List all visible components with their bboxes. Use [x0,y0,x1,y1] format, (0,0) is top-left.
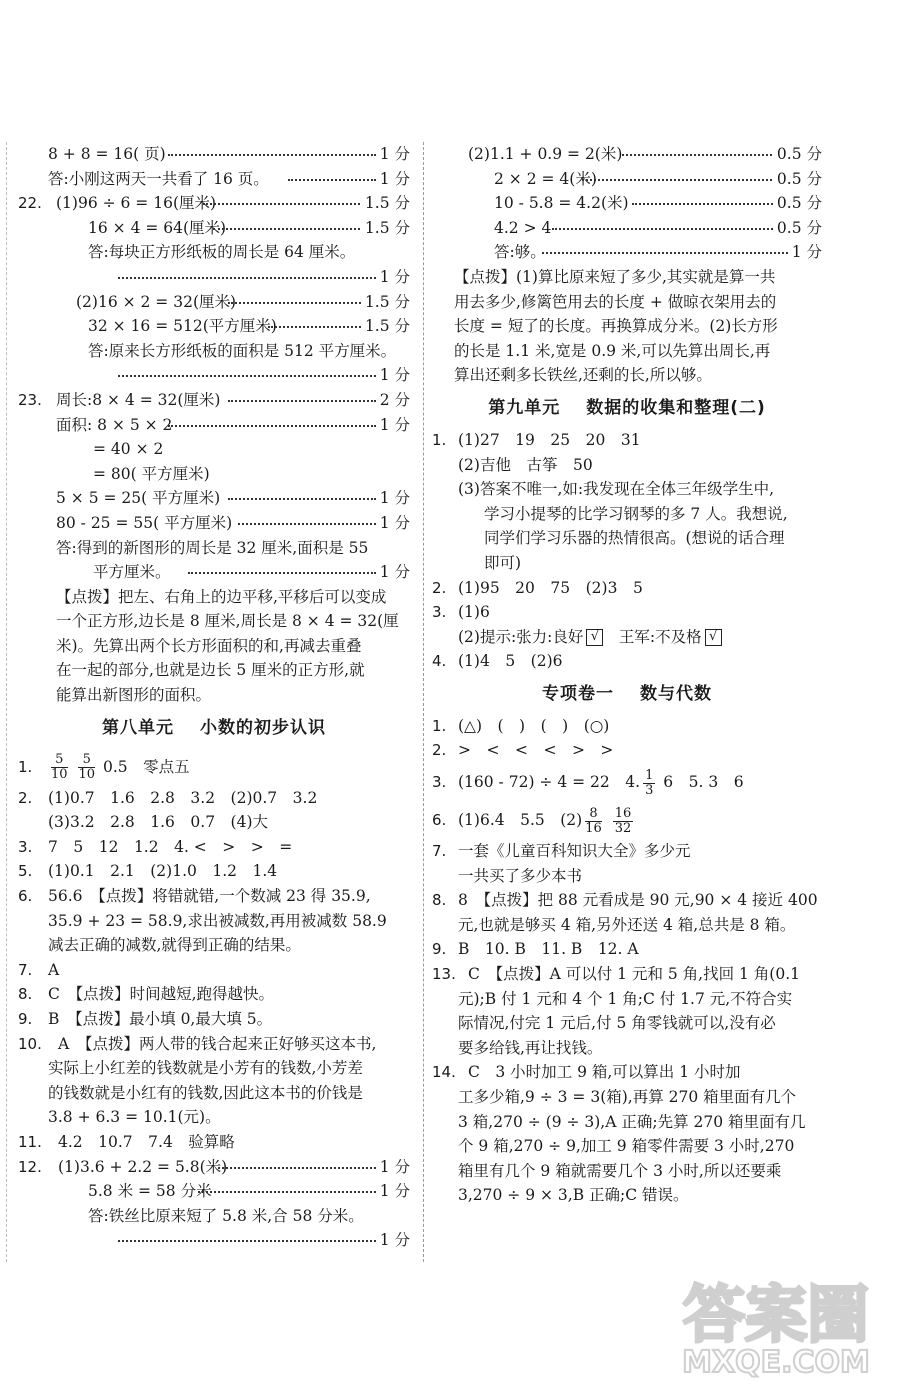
question-number: 1. [18,757,33,776]
answer-text: 8 【点拨】把 88 元看成是 90 元,90 × 4 接近 400 [458,891,818,910]
answer-line [432,1110,822,1135]
score-points: 1 分 [376,1155,410,1180]
answer-line [18,1007,410,1032]
fraction-denominator: 10 [51,767,68,783]
answer-text: 35.9 + 23 = 58.9,求出被减数,再用被减数 58.9 [48,911,387,930]
question-number: 9. [432,940,447,959]
answer-line [432,216,822,241]
score-points: 1.5 分 [361,191,410,216]
fraction [643,769,655,798]
answer-line [432,502,822,527]
answer-text: (3)3.2 2.8 1.6 0.7 (4)大 [48,813,269,832]
answer-text: 3,270 ÷ 9 × 3,B 正确;C 错误。 [458,1186,689,1205]
answer-line [432,738,822,763]
answer-text: 元);B 付 1 元和 4 个 1 角;C 付 1.7 元,不符合实 [458,989,793,1008]
answer-line [432,551,822,576]
score-points: 1 分 [376,265,410,290]
question-number: 8. [18,985,33,1004]
answer-text: = 40 × 2 [93,440,164,459]
score-points: 1 分 [376,511,410,536]
answer-text: A [48,960,60,979]
question-number: 7. [18,960,33,979]
answer-line [18,1130,410,1155]
fraction-denominator: 3 [645,782,654,798]
answer-text: 用去多少,修篱笆用去的长度 + 做晾衣架用去的 [454,292,777,311]
fraction-denominator: 16 [585,820,602,836]
question-number: 4. [432,652,447,671]
answer-text: > < < < > > [458,741,614,760]
answer-line [18,1155,410,1180]
question-number: 1. [432,716,447,735]
heading-title: 数与代数 [640,683,712,704]
answer-line [432,962,822,987]
question-number: 8. [432,891,447,910]
answer-text: A 【点拨】两人带的钱合起来正好够买这本书, [58,1034,377,1053]
answer-line [432,339,822,364]
answer-text: 同学们学习乐器的热情很高。(想说的话合理 [484,529,785,548]
answer-text: 米)。先算出两个长方形面积的和,再减去重叠 [56,636,362,655]
fraction [613,807,634,836]
dot-leader [118,375,376,377]
score-points: 1 分 [376,413,410,438]
answer-text: = 80( 平方厘米) [93,464,210,483]
answer-text: (3)答案不唯一,如:我发现在全体三年级学生中, [458,480,775,499]
answer-text: 一共买了多少本书 [458,866,583,885]
heading-unit: 专项卷一 [542,683,614,704]
answer-line [432,888,822,913]
question-number: 2. [432,741,447,760]
answer-line [18,413,410,438]
answer-line [432,801,822,839]
answer-line [18,216,410,241]
answer-line [18,437,410,462]
answer-rest: 0.5 零点五 [102,757,190,776]
answer-text: 实际上小红差的钱数就是小芳有的钱数,小芳差 [48,1059,363,1078]
dot-leader [213,228,376,230]
score-points: 2 分 [376,388,410,413]
answer-line [18,658,410,683]
question-number: 1. [432,430,447,449]
dot-leader [228,302,376,304]
answer-text: B 10. B 11. B 12. A [458,940,639,959]
question-number: 2. [432,578,447,597]
answer-text: 算出还剩多长铁丝,还剩的长,所以够。 [454,366,712,385]
score-points: 0.5 分 [773,142,822,167]
answer-line [432,314,822,339]
dot-leader [168,154,376,156]
answer-text: 【点拨】(1)算比原来短了多少,其实就是算一共 [454,267,776,286]
answer-line [18,884,410,909]
answer-line [18,810,410,835]
question-number: 5. [18,862,33,881]
answer-text: 10 - 5.8 = 4.2(米) [494,194,629,213]
answer-text: 7 5 12 1.2 4. < > > = [48,837,293,856]
answer-text: (1)3.6 + 2.2 = 5.8(米) [58,1157,228,1176]
answer-line [432,600,822,625]
heading-unit: 第九单元 [488,397,561,418]
answer-text: 56.6 【点拨】将错就错,一个数减 23 得 35.9, [48,887,371,906]
answer-line [18,683,410,708]
question-number: 7. [432,842,447,861]
answer-line [432,1036,822,1061]
question-number: 3. [18,837,33,856]
answer-text: (1)0.7 1.6 2.8 3.2 (2)0.7 3.2 [48,788,318,807]
answer-line [18,1105,410,1130]
answer-line [18,290,410,315]
answer-line [432,428,822,453]
fraction-numerator: 5 [78,753,95,768]
score-points: 1 分 [376,1228,410,1253]
answer-line [432,864,822,889]
answer-text: 80 - 25 = 55( 平方厘米) [56,513,233,532]
answer-line [432,625,822,650]
answer-text: 长度 = 短了的长度。再换算成分米。(2)长方形 [454,317,778,336]
answer-text [458,763,744,801]
answer-line [432,265,822,290]
answer-text: 个 9 箱,270 ÷ 9,加工 9 箱零件需要 3 小时,270 [458,1137,795,1156]
answer-line [432,913,822,938]
answer-text: C 3 小时加工 9 箱,可以算出 1 小时加 [468,1063,741,1082]
answer-text: 一套《儿童百科知识大全》多少元 [458,842,691,861]
answer-text: C 【点拨】时间越短,跑得越快。 [48,985,275,1004]
answer-text: (1)27 19 25 20 31 [458,430,641,449]
fraction-numerator: 8 [585,807,602,822]
answer-text [48,748,190,786]
score-points: 0.5 分 [773,216,822,241]
answer-line [18,748,410,786]
question-number: 6. [18,887,33,906]
dot-leader [622,154,788,156]
question-number: 3. [432,773,447,792]
answer-text: 32 × 16 = 512(平方厘米) [88,317,277,336]
watermark-logo [666,1264,886,1382]
fraction-denominator: 32 [614,820,632,836]
fraction-numerator: 1 [645,767,654,783]
answer-text: 要多给钱,再让找钱。 [458,1038,603,1057]
answer-line [18,314,410,339]
answer-text: (1)6 [458,603,490,622]
dot-leader [118,1240,376,1242]
answer-text: 答:每块正方形纸板的周长是 64 厘米。 [88,243,356,262]
dot-leader [552,228,788,230]
answer-line [432,1085,822,1110]
answer-text-a: (2)提示:张力:良好 [458,627,584,646]
answer-text: 5 × 5 = 25( 平方厘米) [56,489,221,508]
answer-rest: 6 5. 3 6 [663,773,744,792]
answer-text: 面积: 8 × 5 × 2 [56,415,173,434]
answer-line [18,486,410,511]
answer-text: (2)吉他 古筝 50 [458,455,593,474]
watermark-text: 答案圈 [682,1278,870,1351]
answer-text: (1)96 ÷ 6 = 16(厘米) [56,194,217,213]
answer-text: 能算出新图形的面积。 [56,686,212,705]
dot-leader [198,1191,376,1193]
answer-text: 箱里有几个 9 箱就需要几个 3 小时,所以还要乘 [458,1161,782,1180]
question-number: 12. [18,1157,42,1176]
answer-line [432,839,822,864]
answer-text: 2 × 2 = 4(米) [494,169,597,188]
answer-text: 在一起的部分,也就是边长 5 厘米的正方形,就 [56,661,365,680]
score-points: 1 分 [376,167,410,192]
answer-line [18,1056,410,1081]
answer-text: 学习小提琴的比学习钢琴的多 7 人。我想说, [484,504,788,523]
answer-line [432,1134,822,1159]
score-points: 0.5 分 [773,167,822,192]
score-points: 0.5 分 [773,191,822,216]
answer-text: 的长是 1.1 米,宽是 0.9 米,可以先算出周长,再 [454,341,771,360]
dot-leader [203,203,376,205]
answer-line [432,576,822,601]
answer-line [18,859,410,884]
answer-text: 即可) [484,553,522,572]
score-points: 1 分 [376,142,410,167]
answer-line [432,763,822,801]
dot-leader [582,179,788,181]
answer-line [432,240,822,265]
answer-line [18,982,410,1007]
answer-line [18,786,410,811]
score-points: 1 分 [376,486,410,511]
answer-text: 5.8 米 = 58 分米 [88,1182,212,1201]
question-number: 14. [432,1063,456,1082]
answer-text: 答:铁丝比原来短了 5.8 米,合 58 分米。 [88,1206,364,1225]
answer-line [18,1179,410,1204]
answer-line [18,536,410,561]
right-column [432,142,822,1208]
answer-line [18,240,410,265]
answer-text: 周长:8 × 4 = 32(厘米) [56,390,221,409]
answer-text: 4.2 > 4 [494,218,552,237]
dot-leader [228,498,376,500]
question-number: 2. [18,788,33,807]
heading-title: 小数的初步认识 [200,717,326,738]
score-points: 1 分 [376,363,410,388]
answer-line [432,1183,822,1208]
answer-line [18,933,410,958]
answer-line [18,191,410,216]
answer-text: B 【点拨】最小填 0,最大填 5。 [48,1010,273,1028]
page-edge-line [6,142,7,1262]
answer-line [432,714,822,739]
answer-line [18,462,410,487]
answer-text-b: 王军:不及格 [603,627,702,646]
answer-text [458,801,636,839]
answer-line [18,265,410,290]
answer-text: (2)16 × 2 = 32(厘米) [76,292,237,311]
fraction [585,807,602,836]
answer-text: (2)1.1 + 0.9 = 2(米) [468,145,623,163]
answer-text: 4.2 10.7 7.4 验算略 [58,1132,235,1151]
answer-line [432,477,822,502]
fraction-numerator: 5 [51,753,68,768]
answer-line [18,585,410,610]
answer-line [18,339,410,364]
answer-text: 【点拨】把左、右角上的边平移,平移后可以变成 [56,587,387,606]
answer-line [18,909,410,934]
answer-line [432,1011,822,1036]
question-number: 3. [432,603,447,622]
dot-leader [218,1167,376,1169]
answer-text: 平方厘米。 [93,563,171,582]
answer-text: 减去正确的减数,就得到正确的结果。 [48,936,301,955]
question-number: 9. [18,1010,33,1028]
question-number: 11. [18,1132,42,1151]
section-heading [432,388,822,428]
answer-text: (1)95 20 75 (2)3 5 [458,578,643,597]
answer-line [18,511,410,536]
answer-line [432,363,822,388]
answer-line [432,1060,822,1085]
answer-line [432,649,822,674]
dot-leader [188,572,376,574]
answer-line [432,290,822,315]
score-points: 1.5 分 [361,290,410,315]
score-points: 1 分 [376,560,410,585]
answer-text: (△) ( ) ( ) (○) [458,716,610,735]
score-points: 1.5 分 [361,314,410,339]
checkmark-box: √ [705,629,722,646]
section-heading [18,708,410,748]
answer-prefix: (160 - 72) ÷ 4 = 22 4. [458,773,641,792]
heading-unit: 第八单元 [102,717,174,738]
dot-leader [288,179,376,181]
answer-text: 答:原来长方形纸板的面积是 512 平方厘米。 [88,341,397,360]
answer-text: 8 + 8 = 16( 页) [48,145,166,163]
answer-line [18,167,410,192]
answer-text: 3 箱,270 ÷ (9 ÷ 3),A 正确;先算 270 箱里面有几 [458,1112,806,1131]
answer-text: 3.8 + 6.3 = 10.1(元)。 [48,1108,221,1127]
answer-line [432,987,822,1012]
answer-line [18,363,410,388]
answer-text: 际情况,付完 1 元后,付 5 角零钱就可以,没有必 [458,1014,776,1033]
answer-line [432,191,822,216]
fraction [51,753,68,782]
answer-line [18,1081,410,1106]
checkmark-box: √ [586,629,603,646]
dot-leader [542,252,788,254]
left-column [18,142,410,1253]
answer-line [432,526,822,551]
answer-line [18,560,410,585]
answer-text: 16 × 4 = 64(厘米) [88,218,227,237]
answer-text: 的钱数就是小红有的钱数,因此这本书的价钱是 [48,1083,363,1102]
question-number: 10. [18,1034,42,1053]
answer-line [18,609,410,634]
answer-line [18,634,410,659]
section-heading [432,674,822,714]
answer-text [458,625,722,650]
dot-leader [168,425,376,427]
fraction-numerator: 16 [614,805,632,821]
question-number: 22. [18,194,42,213]
fraction [78,753,95,782]
answer-text: 一个正方形,边长是 8 厘米,周长是 8 × 4 = 32(厘 [56,612,399,631]
answer-line [432,453,822,478]
dot-leader [118,277,376,279]
answer-text: C 【点拨】A 可以付 1 元和 5 角,找回 1 角(0.1 [468,965,801,984]
answer-text: (1)4 5 (2)6 [458,652,563,671]
score-points: 1.5 分 [361,216,410,241]
answer-line [18,388,410,413]
answer-text: 元,也就是够买 4 箱,另外还送 4 箱,总共是 8 箱。 [458,915,796,934]
answer-text: 答:小刚这两天一共看了 16 页。 [48,169,269,188]
dot-leader [228,400,376,402]
answer-line [432,937,822,962]
answer-line [18,1228,410,1253]
watermark-url: MXQE.COM [682,1345,870,1380]
answer-line [18,835,410,860]
answer-line [18,142,410,167]
answer-line [432,167,822,192]
answer-line [432,1159,822,1184]
question-number: 13. [432,965,456,984]
column-divider [423,142,424,1262]
heading-title: 数据的收集和整理(二) [586,397,766,418]
score-points: 1 分 [376,1179,410,1204]
answer-line [18,1204,410,1229]
dot-leader [632,203,788,205]
answer-text: 答:得到的新图形的周长是 32 厘米,面积是 55 [56,538,369,557]
answer-line [18,958,410,983]
answer-text: 工多少箱,9 ÷ 3 = 3(箱),再算 270 箱里面有几个 [458,1088,797,1106]
question-number: 6. [432,811,447,830]
answer-text: 答:够。 [494,243,546,262]
answer-line [18,1032,410,1057]
fraction-denominator: 10 [78,767,96,783]
question-number: 23. [18,390,42,409]
dot-leader [268,326,376,328]
score-points: 1 分 [788,240,822,265]
dot-leader [238,523,376,525]
answer-text: (1)0.1 2.1 (2)1.0 1.2 1.4 [48,862,278,881]
answer-line [432,142,822,167]
answer-prefix: (1)6.4 5.5 (2) [458,811,583,830]
